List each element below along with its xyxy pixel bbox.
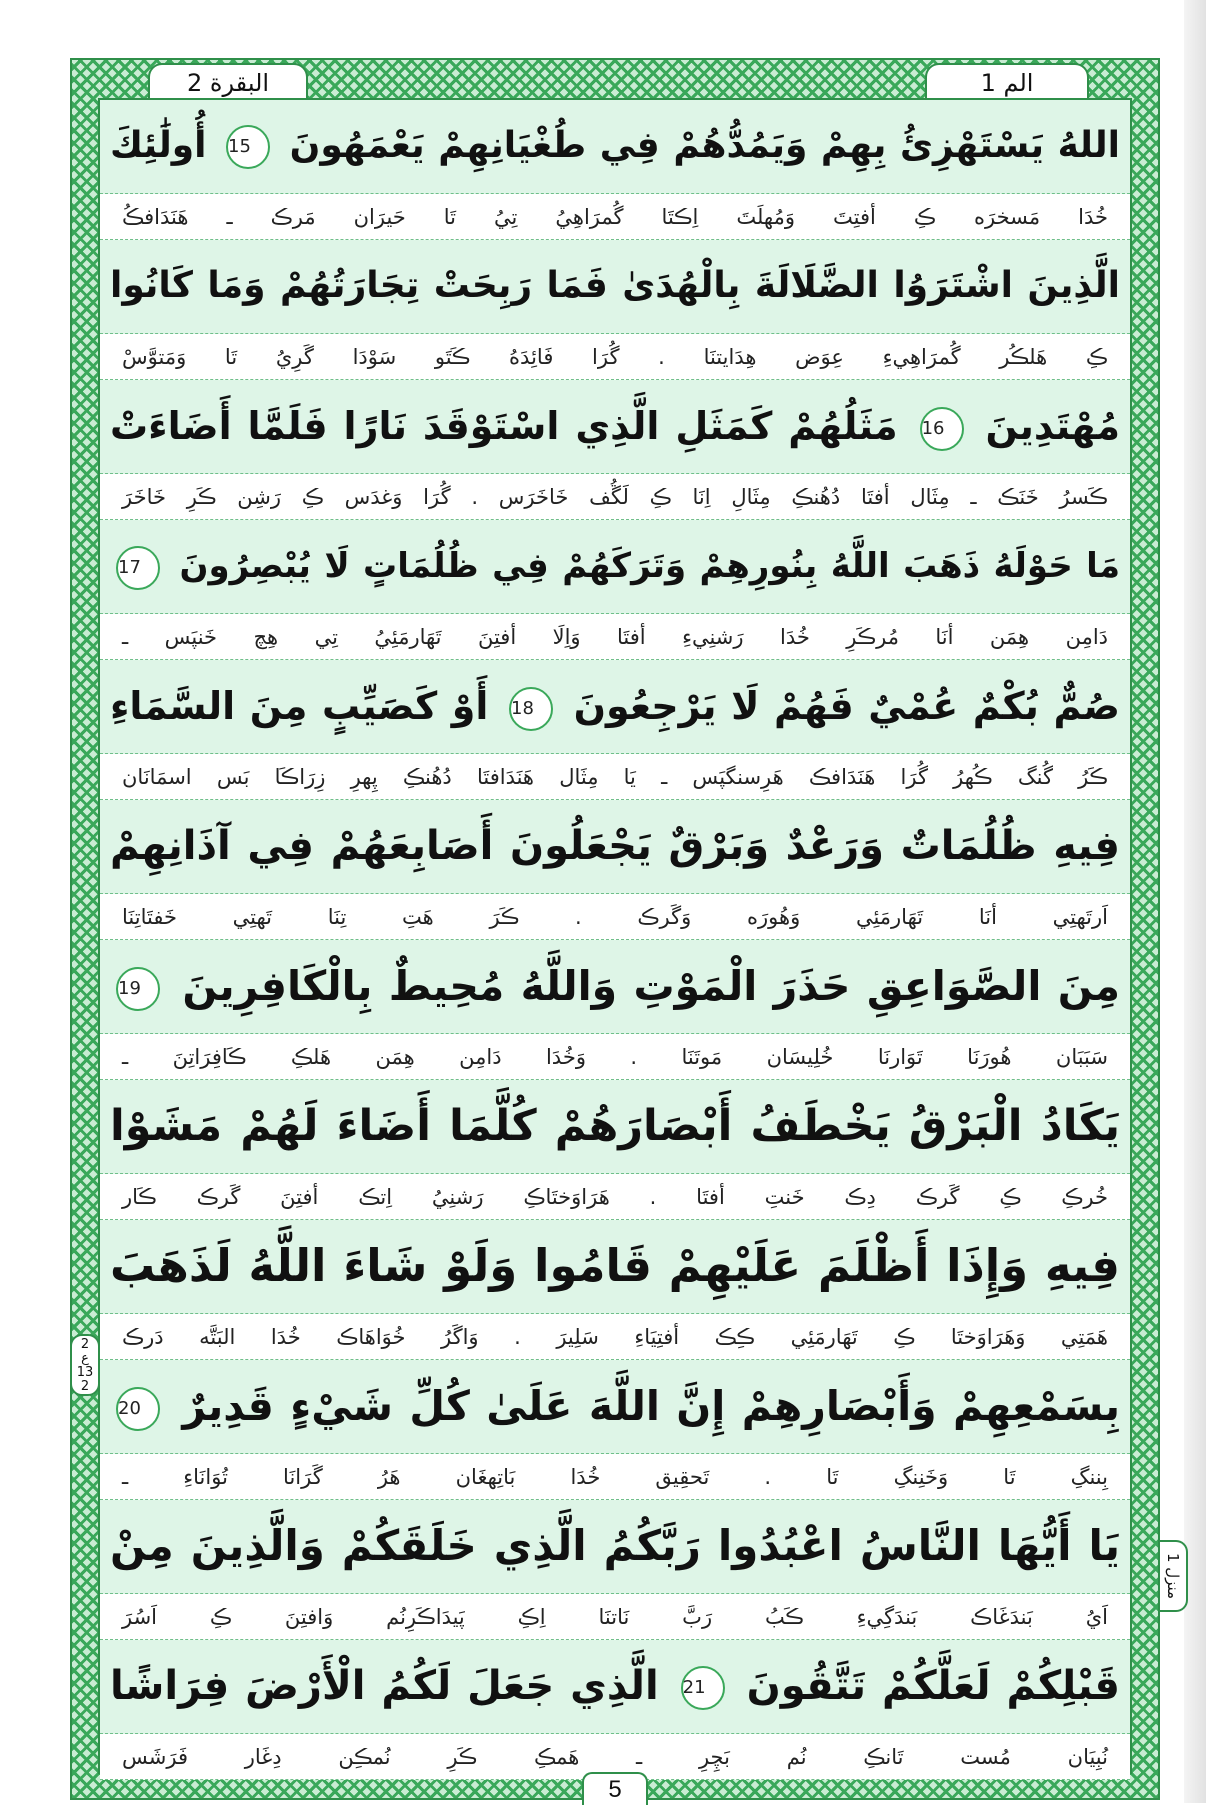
arabic-verse-line	[110, 520, 1120, 612]
arabic-verse-row	[100, 240, 1130, 334]
ayah-number-marker: 20	[116, 1387, 160, 1431]
arabic-verse-row	[100, 520, 1130, 614]
arabic-text: بِسَمْعِهِمْ وَأَبْصَارِهِمْ إِنَّ اللَّهَ عَلَىٰ كُلِّ شَيْءٍ قَدِيرٌ	[182, 1382, 1120, 1430]
arabic-verse-line	[110, 800, 1120, 892]
arabic-text: اللهُ يَسْتَهْزِئُ بِهِمْ وَيَمُدُّهُمْ فِي طُغْيَانِهِمْ يَعْمَهُونَ	[289, 125, 1120, 166]
arabic-text: مِنَ الصَّوَاعِقِ حَذَرَ الْمَوْتِ وَاللَّهُ مُحِيطٌ بِالْكَافِرِينَ	[182, 962, 1120, 1010]
arabic-verse-row	[100, 380, 1130, 474]
arabic-verse-row	[100, 660, 1130, 754]
translation-row	[100, 1454, 1130, 1500]
arabic-verse-line	[110, 1500, 1120, 1592]
translation-row	[100, 754, 1130, 800]
ayah-number-marker: 16	[920, 407, 964, 451]
translation-text: خُدَا مَسخرَه ڪِ أفتِتَ وَمُهلَتَ اِڪتَا گُمرَاهِيُ تِيُ تَا حَيرَان مَرڪ ـ هَنَدَافڪُ	[122, 205, 1108, 229]
translation-text: بِننگِ تَا وَخَنِنگِ تَا . تَحقِيق خُدَا بَاتِهغَان هَرُ گَرَانَا تُوَانَاءِ ـ	[122, 1465, 1108, 1489]
ayah-number-marker: 17	[116, 546, 160, 590]
arabic-verse-line	[110, 1640, 1120, 1732]
translation-row	[100, 194, 1130, 240]
ayah-number-marker: 21	[681, 1666, 725, 1710]
translation-text: ڪَرُ گُنگ ڪُهرُ گُرَا هَنَدَافڪ هَرِسنگپَس ـ يَا مِثَال هَنَدَافتَا دُهُنڪِ پِهرِ زِرَاڪَا بَس اسمَانَان	[122, 765, 1108, 789]
arabic-verse-row	[100, 100, 1130, 194]
surah-name-label: البقرة 2	[148, 63, 308, 101]
ayah-number-marker: 15	[226, 125, 270, 169]
translation-text: ڪَسرُ خَنَڪ ـ مِثَال أفتَا دُهُنڪِ مِثَالِ اِنَا ڪِ لَڱُف خَاخَرَس . گُرَا وَغدَس ڪِ رَشِن ڪَرِ خَاخَرَ	[122, 485, 1108, 509]
translation-row	[100, 1594, 1130, 1640]
page-number: 5	[582, 1772, 648, 1805]
arabic-verse-row	[100, 1080, 1130, 1174]
page-text-area	[98, 98, 1132, 1774]
translation-text: اَيُ بَندَغَاڪ بَندَگِيءِ ڪَبُ رَبَّ نَاتنَا اِڪِ پَيدَاڪَرِنُم وَافتِنَ ڪِ اَسُرَ	[122, 1605, 1108, 1629]
translation-text: خُرڪِ ڪِ گَرڪ دِڪ خَنتِ أفتَا . هَرَاوَختَاڪِ رَشنِيُ اِتڪ أفتِنَ گَرڪ ڪَار	[122, 1185, 1108, 1209]
translation-row	[100, 1034, 1130, 1080]
translation-row	[100, 474, 1130, 520]
arabic-verse-row	[100, 800, 1130, 894]
arabic-text: الَّذِي جَعَلَ لَكُمُ الْأَرْضَ فِرَاشًا	[110, 1663, 659, 1709]
arabic-verse-line	[110, 660, 1120, 752]
ruku-number: 13	[76, 1365, 94, 1380]
translation-row	[100, 1314, 1130, 1360]
translation-text: نُبِيَان مُست تَانڪِ نُم بَچِرِ ـ هَمڪِ ڪَرِ نُمڪِن دِغَار فَرَشَس	[122, 1745, 1108, 1769]
manzil-marker	[1160, 1540, 1188, 1612]
translation-text: اَرتَهتِي أنَا تَهَارمَئِي وَهُورَه وَگَرڪ . ڪَرَ هَتِ تِنَا تَهتِي خَفتَاتِنَا	[122, 905, 1108, 929]
arabic-verse-row	[100, 1500, 1130, 1594]
translation-text: دَامِن هِمَن أنَا مُرڪَرِ خُدَا رَشنِيءِ أفتَا وَاِلَا أفتِنَ تَهَارمَئِيُ تِي هِچ خَنپَس ـ	[122, 625, 1108, 649]
ruku-number: 2	[80, 1379, 90, 1394]
translation-row	[100, 334, 1130, 380]
ayah-number-marker: 18	[509, 687, 553, 731]
arabic-text: مَا حَوْلَهُ ذَهَبَ اللَّهُ بِنُورِهِمْ وَتَرَكَهُمْ فِي ظُلُمَاتٍ لَا يُبْصِرُونَ	[179, 546, 1120, 586]
ruku-number: 2	[80, 1337, 90, 1352]
translation-text: ڪِ هَلڪُر گُمرَاهِيءِ عِوَض هِدَايتنَا . گُرَا فَائِدَهُ ڪَتَو سَوْدَا گَرِيُ تَا وَمَتوَّسْ	[122, 345, 1108, 369]
arabic-verse-line	[110, 1080, 1120, 1172]
arabic-text: قَبْلِكُمْ لَعَلَّكُمْ تَتَّقُونَ	[746, 1663, 1120, 1709]
arabic-text: مُهْتَدِينَ	[985, 404, 1121, 448]
arabic-verse-line	[110, 380, 1120, 472]
ayah-number-marker: 19	[116, 967, 160, 1011]
arabic-text: الَّذِينَ اشْتَرَوُا الضَّلَالَةَ بِالْهُدَىٰ فَمَا رَبِحَتْ تِجَارَتُهُمْ وَمَا كَانُوا	[110, 265, 1120, 306]
arabic-verse-row	[100, 1360, 1130, 1454]
arabic-verse-row	[100, 1220, 1130, 1314]
arabic-text: أُولَٰئِكَ	[110, 125, 207, 166]
arabic-verse-line	[110, 240, 1120, 332]
translation-row	[100, 1174, 1130, 1220]
arabic-verse-line	[110, 940, 1120, 1032]
arabic-verse-row	[100, 940, 1130, 1034]
arabic-verse-line	[110, 1360, 1120, 1452]
translation-text: سَبَبَان هُورَنَا تَوَارنَا خُلِيسَان مَوتَنَا . وَخُدَا دَامِن هِمَن هَلڪِ ڪَافِرَاتِنَ ـ	[122, 1045, 1108, 1069]
ruku-symbol: ع	[81, 1351, 89, 1366]
ruku-marker	[70, 1334, 100, 1396]
arabic-text: يَا أَيُّهَا النَّاسُ اعْبُدُوا رَبَّكُمُ الَّذِي خَلَقَكُمْ وَالَّذِينَ مِنْ	[110, 1521, 1120, 1570]
juz-name-label: الم 1	[925, 63, 1089, 101]
manzil-label: منزل 1	[1164, 1552, 1182, 1600]
arabic-text: مَثَلُهُمْ كَمَثَلِ الَّذِي اسْتَوْقَدَ نَارًا فَلَمَّا أَضَاءَتْ	[110, 404, 898, 448]
arabic-verse-row	[100, 1640, 1130, 1734]
arabic-text: فِيهِ ظُلُمَاتٌ وَرَعْدٌ وَبَرْقٌ يَجْعَلُونَ أَصَابِعَهُمْ فِي آذَانِهِمْ	[110, 823, 1120, 869]
arabic-text: أَوْ كَصَيِّبٍ مِنَ السَّمَاءِ	[110, 684, 489, 728]
arabic-verse-line	[110, 100, 1120, 192]
arabic-text: فِيهِ وَإِذَا أَظْلَمَ عَلَيْهِمْ قَامُوا وَلَوْ شَاءَ اللَّهُ لَذَهَبَ	[110, 1239, 1120, 1292]
translation-row	[100, 614, 1130, 660]
page-edge-shadow	[1184, 0, 1206, 1803]
translation-text: هَمَتِي وَهَرَاوَختَا ڪِ تَهَارمَئِي ڪِڪ أفتِيَاءِ سَلِيرَ . وَاگَرُ خُوَاهَاڪ خُدَا البَتَّه دَرڪ	[122, 1325, 1108, 1349]
arabic-text: يَكَادُ الْبَرْقُ يَخْطَفُ أَبْصَارَهُمْ كُلَّمَا أَضَاءَ لَهُمْ مَشَوْا	[110, 1101, 1120, 1151]
arabic-text: صُمٌّ بُكْمٌ عُمْيٌ فَهُمْ لَا يَرْجِعُونَ	[573, 684, 1120, 728]
translation-row	[100, 894, 1130, 940]
arabic-verse-line	[110, 1220, 1120, 1312]
